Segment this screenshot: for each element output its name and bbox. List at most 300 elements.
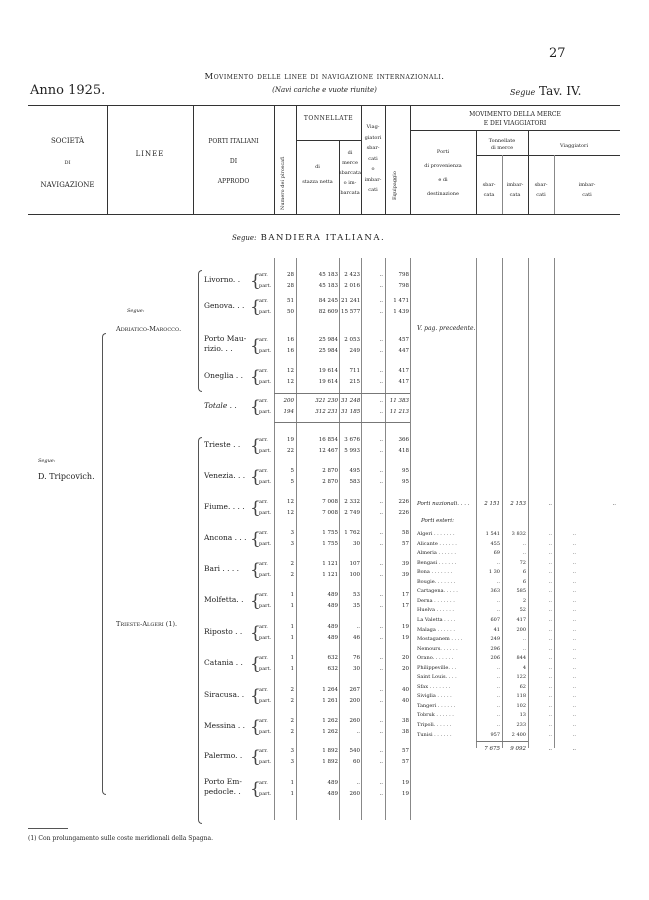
foreign-nazionali-cell: .. [612, 501, 616, 507]
port-cell: .. [379, 379, 383, 385]
port-cell: 84 245 [318, 298, 338, 304]
port-cell: 19 [402, 624, 409, 630]
port-brace: { [250, 591, 261, 611]
foreign-port-cell: .. [496, 607, 500, 614]
foreign-port-cell: .. [522, 540, 526, 547]
year-label: Anno 1925. [30, 83, 106, 98]
port-cell: 22 [287, 448, 294, 454]
port-cell: .. [379, 337, 383, 343]
part-label: part. [259, 541, 272, 547]
part-label: part. [259, 283, 272, 289]
port-name: Messina . . [204, 721, 246, 730]
header-tonnellate: TONNELLATE [303, 115, 354, 122]
port-name: Siracusa. . [204, 690, 245, 699]
port-name: Riposto . . [204, 627, 243, 636]
foreign-nazionali-cell: 2 153 [510, 501, 526, 507]
port-cell: 260 [349, 791, 360, 797]
port-cell: 50 [287, 309, 294, 315]
port-cell: 1 [290, 603, 294, 609]
port-cell: .. [379, 624, 383, 630]
port-cell: 1 755 [322, 541, 338, 547]
foreign-port-cell: .. [496, 683, 500, 690]
port-cell: 25 984 [318, 348, 338, 354]
foreign-port-cell: .. [496, 722, 500, 728]
foreign-port-cell: .. [572, 683, 576, 690]
part-label: part. [259, 698, 272, 704]
port-cell: 457 [398, 337, 409, 343]
port-name: Palermo. . [204, 751, 243, 760]
header-tonn-merce: Tonnellate di merce [488, 138, 516, 151]
port-cell: 200 [283, 398, 294, 404]
port-cell: 798 [398, 283, 409, 289]
foreign-port-cell: .. [548, 655, 552, 662]
port-cell: 798 [398, 272, 409, 278]
port-cell: 40 [402, 698, 409, 704]
foreign-port-cell: .. [572, 702, 576, 709]
port-cell: 2 [290, 561, 294, 567]
header-linee: LINEE [135, 150, 165, 158]
part-label: part. [259, 635, 272, 641]
port-cell: 366 [398, 437, 409, 443]
port-cell: 7 008 [322, 499, 338, 505]
port-name: Fiume. . . . [204, 502, 245, 511]
port-cell: 417 [398, 368, 409, 374]
port-cell: .. [379, 603, 383, 609]
port-cell: .. [379, 398, 383, 404]
port-cell: 39 [402, 561, 409, 567]
foreign-port-cell: .. [572, 693, 576, 700]
port-cell: .. [379, 666, 383, 672]
port-cell: 57 [402, 748, 409, 754]
port-cell: 2 870 [322, 479, 338, 485]
port-cell: 19 [402, 635, 409, 641]
foreign-port-cell: 52 [519, 607, 526, 614]
port-cell: 540 [349, 748, 360, 754]
port-cell: .. [379, 468, 383, 474]
part-label: part. [259, 603, 272, 609]
port-cell: .. [379, 448, 383, 454]
port-brace: { [250, 654, 261, 674]
port-cell: .. [379, 780, 383, 786]
table-reference: Segue Tav. IV. [510, 84, 582, 98]
port-cell: 19 [287, 437, 294, 443]
foreign-port-cell: .. [572, 559, 576, 566]
port-cell: 1 755 [322, 530, 338, 536]
port-cell: 1 762 [344, 530, 360, 536]
foreign-port-cell: .. [572, 616, 576, 623]
foreign-port-cell: 3 832 [511, 531, 526, 537]
port-brace: { [250, 529, 261, 549]
port-brace: { [250, 336, 261, 356]
foreign-port-cell: .. [572, 569, 576, 576]
arr-label: arr. [259, 718, 268, 724]
port-cell: 2 870 [322, 468, 338, 474]
port-name: Porto Mau- rizio. . . [204, 334, 247, 353]
port-cell: 12 [287, 368, 294, 374]
foreign-port-cell: 4 [522, 664, 526, 671]
port-cell: 45 183 [318, 283, 338, 289]
port-cell: .. [356, 780, 360, 786]
foreign-port-name: Alicante . . . . . . [417, 540, 457, 547]
foreign-port-cell: .. [572, 722, 576, 728]
port-cell: 583 [349, 479, 360, 485]
port-cell: 267 [349, 687, 360, 693]
part-label: part. [259, 309, 272, 315]
foreign-port-name: Mostaganem . . . . [417, 636, 463, 643]
arr-label: arr. [259, 368, 268, 374]
port-cell: .. [379, 298, 383, 304]
part-label: part. [259, 348, 272, 354]
arr-label: arr. [259, 592, 268, 598]
footnote: (1) Con prolungamento sulle coste meridionali della Spagna. [28, 835, 213, 842]
foreign-port-cell: 13 [519, 712, 526, 719]
foreign-total-cell: 9 092 [510, 746, 526, 752]
port-name: Molfetta. . [204, 595, 244, 604]
foreign-port-cell: 233 [516, 722, 526, 728]
foreign-port-cell: .. [572, 550, 576, 557]
foreign-port-name: Orano. . . . . . . [417, 655, 454, 662]
foreign-port-cell: .. [572, 597, 576, 604]
header-merce: di merce sbarcata o im- barcata [339, 150, 361, 196]
foreign-port-cell: .. [522, 645, 526, 652]
port-cell: 30 [353, 541, 360, 547]
foreign-port-cell: 6 [522, 569, 526, 576]
port-cell: .. [356, 729, 360, 735]
header-movimento: MOVIMENTO DELLA MERCE E DEI VIAGGIATORI [469, 111, 561, 127]
port-cell: 489 [327, 603, 338, 609]
port-name: Porto Em- pedocle. . [204, 777, 242, 796]
totals-rule [476, 741, 528, 742]
port-cell: 489 [327, 635, 338, 641]
part-label: part. [259, 448, 272, 454]
foreign-port-name: Algeri . . . . . . . [417, 531, 455, 537]
foreign-port-cell: 585 [516, 588, 526, 595]
foreign-port-name: Cartagena. . . . . [417, 588, 458, 595]
port-cell: 5 [290, 479, 294, 485]
port-cell: 12 [287, 499, 294, 505]
port-cell: 489 [327, 780, 338, 786]
port-cell: .. [356, 624, 360, 630]
port-cell: 7 008 [322, 510, 338, 516]
foreign-port-name: Nemours. . . . . . [417, 645, 458, 652]
foreign-port-cell: 249 [490, 636, 500, 643]
port-cell: 16 [287, 348, 294, 354]
port-cell: 21 241 [341, 298, 361, 304]
foreign-nazionali-cell: .. [548, 501, 552, 507]
foreign-port-cell: .. [548, 674, 552, 681]
foreign-port-cell: 296 [490, 645, 500, 652]
port-cell: 194 [283, 409, 294, 415]
foreign-port-name: Bona . . . . . . . [417, 569, 453, 576]
header-viagg: Viaggiatori [559, 143, 589, 149]
part-label: part. [259, 409, 272, 415]
port-cell: .. [379, 272, 383, 278]
port-cell: 2 053 [344, 337, 360, 343]
port-cell: 17 [402, 592, 409, 598]
foreign-port-cell: .. [548, 550, 552, 557]
foreign-total-cell: 7 675 [484, 746, 500, 752]
port-cell: .. [379, 561, 383, 567]
foreign-port-cell: 2 [522, 597, 526, 604]
port-brace: { [250, 498, 261, 518]
port-cell: 39 [402, 572, 409, 578]
port-cell: 38 [402, 718, 409, 724]
port-name: Trieste . . [204, 440, 241, 449]
arr-label: arr. [259, 337, 268, 343]
port-cell: .. [379, 348, 383, 354]
foreign-port-cell: .. [572, 731, 576, 738]
port-cell: 226 [398, 510, 409, 516]
port-brace: { [250, 623, 261, 643]
port-cell: 2 [290, 572, 294, 578]
part-label: part. [259, 379, 272, 385]
foreign-port-cell: .. [548, 531, 552, 537]
foreign-port-cell: .. [572, 626, 576, 633]
port-cell: 60 [353, 759, 360, 765]
header-stazza: di stazza netta [302, 164, 333, 185]
port-brace: { [250, 686, 261, 706]
port-cell: 30 [353, 666, 360, 672]
port-cell: .. [379, 592, 383, 598]
port-cell: 260 [349, 718, 360, 724]
foreign-nazionali-cell: 2 151 [484, 501, 500, 507]
company-segue: Segue: [38, 458, 56, 464]
foreign-nazionali-label: Porti nazionali. . . . [417, 501, 470, 507]
foreign-port-cell: .. [572, 674, 576, 681]
port-cell: 100 [349, 572, 360, 578]
port-cell: 321 230 [315, 398, 338, 404]
port-cell: .. [379, 748, 383, 754]
foreign-port-cell: 607 [490, 616, 500, 623]
port-cell: 1 [290, 635, 294, 641]
page-number: 27 [549, 46, 566, 61]
port-brace: { [250, 467, 261, 487]
foreign-port-name: Bengasi . . . . . . [417, 559, 457, 566]
foreign-port-cell: 1 541 [485, 531, 500, 537]
header-imbarcati: imbar- cati [578, 182, 596, 198]
foreign-port-name: Almeria . . . . . . [417, 550, 456, 557]
foreign-port-cell: .. [572, 636, 576, 643]
foreign-port-cell: .. [572, 664, 576, 671]
foreign-port-cell: .. [548, 712, 552, 719]
port-cell: 489 [327, 791, 338, 797]
foreign-port-cell: 1 30 [488, 569, 500, 576]
port-cell: 12 [287, 510, 294, 516]
port-cell: 16 854 [318, 437, 338, 443]
foreign-port-name: Philippeville. . . [417, 664, 457, 671]
port-cell: 2 [290, 729, 294, 735]
foreign-port-cell: .. [572, 531, 576, 537]
arr-label: arr. [259, 687, 268, 693]
foreign-port-cell: .. [572, 540, 576, 547]
foreign-port-cell: .. [496, 674, 500, 681]
port-cell: .. [379, 510, 383, 516]
foreign-port-cell: 102 [516, 702, 526, 709]
foreign-port-cell: 417 [516, 616, 526, 623]
arr-label: arr. [259, 398, 268, 404]
foreign-port-cell: 69 [493, 550, 500, 557]
port-cell: .. [379, 718, 383, 724]
foreign-port-cell: .. [548, 626, 552, 633]
foreign-port-cell: .. [572, 578, 576, 585]
foreign-port-cell: 957 [490, 731, 500, 738]
port-brace: { [250, 367, 261, 387]
port-cell: 1 892 [322, 759, 338, 765]
port-cell: 45 183 [318, 272, 338, 278]
port-cell: 16 [287, 337, 294, 343]
port-cell: 632 [327, 666, 338, 672]
port-cell: .. [379, 479, 383, 485]
foreign-port-cell: .. [496, 693, 500, 700]
foreign-port-name: Bougie. . . . . . . [417, 578, 456, 585]
port-cell: 1 [290, 780, 294, 786]
part-label: part. [259, 666, 272, 672]
port-cell: 226 [398, 499, 409, 505]
foreign-port-cell: 6 [522, 578, 526, 585]
port-cell: 5 993 [344, 448, 360, 454]
foreign-port-cell: .. [496, 664, 500, 671]
port-cell: 2 [290, 687, 294, 693]
foreign-port-cell: 206 [490, 655, 500, 662]
foreign-port-cell: .. [496, 712, 500, 719]
port-cell: 312 231 [315, 409, 338, 415]
port-cell: .. [379, 409, 383, 415]
port-cell: 19 614 [318, 368, 338, 374]
port-cell: 19 [402, 780, 409, 786]
foreign-port-cell: .. [572, 607, 576, 614]
foreign-port-name: Saint Louis. . . . [417, 674, 457, 681]
port-cell: 1 [290, 666, 294, 672]
foreign-port-cell: .. [496, 597, 500, 604]
port-cell: 3 [290, 530, 294, 536]
arr-label: arr. [259, 561, 268, 567]
foreign-port-cell: .. [496, 702, 500, 709]
port-cell: 95 [402, 479, 409, 485]
foreign-port-cell: .. [548, 607, 552, 614]
port-cell: 31 248 [341, 398, 361, 404]
port-cell: .. [379, 437, 383, 443]
port-cell: 46 [353, 635, 360, 641]
foreign-port-cell: .. [548, 722, 552, 728]
header-porti: PORTI ITALIANI DI APPRODO [208, 138, 259, 185]
port-cell: 1 471 [393, 298, 409, 304]
port-name: Oneglia . . [204, 371, 244, 380]
port-cell: 3 [290, 541, 294, 547]
foreign-port-name: Tripoli. . . . . . [417, 722, 452, 728]
port-cell: .. [379, 759, 383, 765]
header-porti-prov: Porti di provenienza e di destinazione [424, 149, 462, 197]
foreign-port-cell: .. [548, 645, 552, 652]
part-label: part. [259, 791, 272, 797]
foreign-port-cell: .. [548, 664, 552, 671]
foreign-port-cell: 72 [519, 559, 526, 566]
foreign-port-name: Tangeri . . . . . . [417, 702, 456, 709]
foreign-port-cell: .. [548, 540, 552, 547]
foreign-port-cell: 844 [516, 655, 526, 662]
port-name: Livorno. . [204, 275, 241, 284]
port-cell: 632 [327, 655, 338, 661]
port-brace: { [250, 271, 261, 291]
foreign-port-cell: .. [548, 578, 552, 585]
port-cell: 418 [398, 448, 409, 454]
part-label: part. [259, 572, 272, 578]
port-cell: 11 383 [389, 398, 409, 404]
foreign-port-cell: 363 [490, 588, 500, 595]
port-cell: 417 [398, 379, 409, 385]
page-subtitle: (Navi cariche e vuote riunite) [272, 86, 377, 94]
foreign-port-cell: 200 [516, 626, 526, 633]
port-cell: 1 121 [322, 561, 338, 567]
port-name: Venezia. . . [204, 471, 246, 480]
port-cell: 1 [290, 624, 294, 630]
port-cell: 447 [398, 348, 409, 354]
part-label: part. [259, 479, 272, 485]
header-numero: Numero dei piroscafi [280, 156, 286, 210]
port-cell: 1 892 [322, 748, 338, 754]
port-brace: { [250, 717, 261, 737]
foreign-total-cell: .. [548, 746, 552, 752]
port-cell: 51 [287, 298, 294, 304]
port-cell: 28 [287, 283, 294, 289]
foreign-port-cell: .. [548, 616, 552, 623]
arr-label: arr. [259, 468, 268, 474]
foreign-port-cell: .. [548, 731, 552, 738]
port-cell: .. [379, 572, 383, 578]
foreign-esteri-label: Porti esteri: [421, 518, 454, 524]
line-adriatico-marocco: Adriatico-Marocco. [116, 325, 182, 333]
part-label: part. [259, 729, 272, 735]
port-cell: 1 264 [322, 687, 338, 693]
port-cell: 57 [402, 759, 409, 765]
arr-label: arr. [259, 748, 268, 754]
port-name: Genova. . . [204, 301, 245, 310]
foreign-port-cell: 455 [490, 540, 500, 547]
port-cell: 3 [290, 748, 294, 754]
port-cell: .. [379, 729, 383, 735]
port-cell: .. [379, 655, 383, 661]
port-brace: { [250, 297, 261, 317]
foreign-port-cell: .. [522, 550, 526, 557]
foreign-port-cell: .. [548, 588, 552, 595]
port-cell: 2 [290, 718, 294, 724]
port-cell: 249 [349, 348, 360, 354]
port-cell: 20 [402, 666, 409, 672]
port-cell: 1 262 [322, 718, 338, 724]
port-cell: 1 439 [393, 309, 409, 315]
header-sbarcata: sbar- cata [482, 182, 496, 198]
foreign-port-name: Siviglia . . . . . [417, 693, 452, 700]
port-cell: 19 614 [318, 379, 338, 385]
arr-label: arr. [259, 780, 268, 786]
arr-label: arr. [259, 499, 268, 505]
port-cell: 489 [327, 592, 338, 598]
foreign-port-cell: .. [572, 712, 576, 719]
foreign-port-cell: 122 [516, 674, 526, 681]
port-cell: 12 467 [318, 448, 338, 454]
port-cell: 2 423 [344, 272, 360, 278]
port-cell: 711 [349, 368, 360, 374]
port-cell: 2 749 [344, 510, 360, 516]
port-cell: 3 [290, 759, 294, 765]
port-cell: 215 [349, 379, 360, 385]
port-cell: .. [379, 499, 383, 505]
port-cell: 1 261 [322, 698, 338, 704]
arr-label: arr. [259, 298, 268, 304]
port-cell: 2 016 [344, 283, 360, 289]
port-brace: { [250, 436, 261, 456]
port-cell: 35 [353, 603, 360, 609]
port-cell: 53 [353, 592, 360, 598]
